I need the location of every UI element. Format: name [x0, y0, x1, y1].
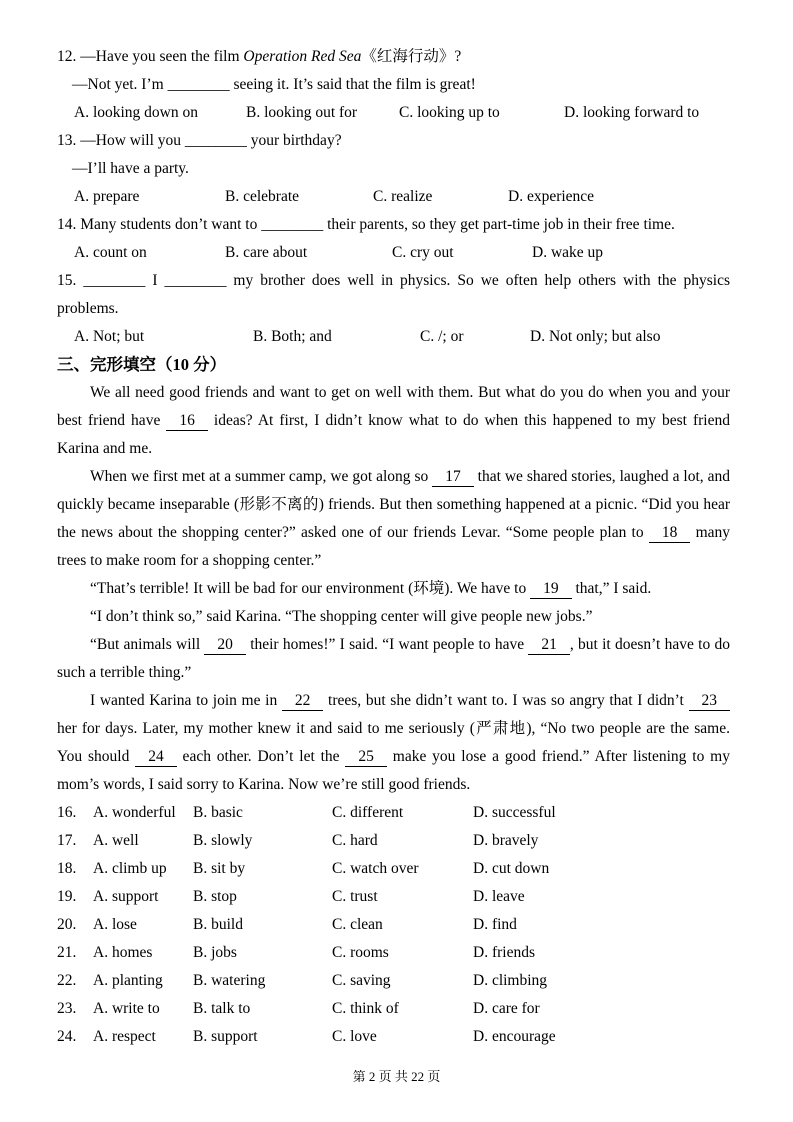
text-segment: , but it doesn’t have to do such a terrible thing.” [57, 636, 730, 681]
text-segment: trees, but she didn’t want to. I was so angry that I didn’t [323, 692, 689, 709]
text-segment: I wanted Karina to join me in [90, 692, 282, 709]
question-15-stem: 15. ________ I ________ my brother does well in physics. So we often help others with the physics problems. [57, 272, 730, 317]
text-segment: each other. Don’t let the [176, 748, 346, 765]
cloze-options-table [57, 799, 730, 1051]
option-c: C. trust [332, 888, 378, 905]
question-13-option-c: C. realize [373, 188, 433, 205]
question-13 [57, 127, 730, 211]
option-a: A. homes [93, 944, 153, 961]
option-b: B. stop [193, 888, 237, 905]
cloze-passage [57, 379, 730, 799]
question-12-options [57, 99, 730, 127]
cloze-blank-18: 18 [649, 523, 691, 543]
option-b: B. jobs [193, 944, 237, 961]
text-segment: ideas? At first, I didn’t know what to do when this happened to my best friend Karina and me. [57, 412, 730, 457]
option-a: A. write to [93, 1000, 160, 1017]
cloze-options-row-16 [57, 799, 730, 827]
option-number: 21. [57, 944, 77, 961]
question-14-options [57, 239, 730, 267]
option-c: C. love [332, 1028, 377, 1045]
cloze-paragraph-6 [57, 687, 730, 799]
option-d: D. encourage [473, 1028, 556, 1045]
question-13-option-d: D. experience [508, 188, 595, 205]
question-12-stem-text: 12. —Have you seen the film [57, 48, 244, 65]
option-d: D. cut down [473, 860, 550, 877]
question-15-option-b: B. Both; and [253, 328, 332, 345]
text-segment: make you lose a good friend.” After listening to my mom’s words, I said sorry to Karina. Now we’re still good friends. [57, 748, 730, 793]
option-b: B. sit by [193, 860, 246, 877]
question-12-option-a: A. looking down on [74, 104, 198, 121]
cloze-blank-23: 23 [689, 691, 731, 711]
question-15-option-d: D. Not only; but also [530, 328, 661, 345]
option-number: 19. [57, 888, 77, 905]
option-b: B. talk to [193, 1000, 251, 1017]
cloze-paragraph-1 [57, 379, 730, 463]
question-14 [57, 211, 730, 267]
cloze-options-row-20 [57, 911, 730, 939]
question-13-stem: 13. —How will you ________ your birthday? [57, 132, 342, 149]
option-c: C. rooms [332, 944, 389, 961]
cloze-options-row-22 [57, 967, 730, 995]
cloze-blank-17: 17 [432, 467, 474, 487]
question-15 [57, 267, 730, 351]
option-number: 18. [57, 860, 77, 877]
option-a: A. planting [93, 972, 163, 989]
option-d: D. friends [473, 944, 535, 961]
section-heading: 三、完形填空（10 分） [57, 355, 227, 374]
option-number: 17. [57, 832, 77, 849]
cloze-options-row-23 [57, 995, 730, 1023]
cloze-paragraph-4 [57, 603, 730, 631]
cloze-paragraph-2 [57, 463, 730, 575]
option-c: C. think of [332, 1000, 399, 1017]
text-segment: “I don’t think so,” said Karina. “The shopping center will give people new jobs.” [90, 608, 593, 625]
page-footer: 第 2 页 共 22 页 [352, 1069, 441, 1084]
cloze-blank-20: 20 [204, 635, 246, 655]
option-c: C. hard [332, 832, 378, 849]
cloze-blank-19: 19 [530, 579, 572, 599]
text-segment: that we shared stories, laughed a lot, and quickly became inseparable (形影不离的) friends. But then something happened at a picnic. “Did you hear the news about the shopping center?” asked one of our friends Levar. “Some people plan to [57, 468, 730, 541]
question-14-option-c: C. cry out [392, 244, 454, 261]
cloze-options-row-17 [57, 827, 730, 855]
question-12-option-d: D. looking forward to [564, 104, 700, 121]
cloze-blank-21: 21 [528, 635, 570, 655]
cloze-blank-16: 16 [166, 411, 208, 431]
option-b: B. slowly [193, 832, 253, 849]
option-b: B. basic [193, 804, 243, 821]
question-13-options [57, 183, 730, 211]
question-15-option-a: A. Not; but [74, 328, 145, 345]
question-14-option-d: D. wake up [532, 244, 604, 261]
option-d: D. care for [473, 1000, 540, 1017]
option-c: C. saving [332, 972, 391, 989]
option-a: A. well [93, 832, 139, 849]
cloze-blank-25: 25 [345, 747, 387, 767]
option-a: A. support [93, 888, 159, 905]
option-number: 24. [57, 1028, 77, 1045]
option-a: A. climb up [93, 860, 167, 877]
question-15-options [57, 323, 730, 351]
option-c: C. clean [332, 916, 383, 933]
question-12-reply: —Not yet. I’m ________ seeing it. It’s said that the film is great! [72, 76, 476, 93]
option-number: 23. [57, 1000, 77, 1017]
cloze-paragraph-5 [57, 631, 730, 687]
question-13-option-a: A. prepare [74, 188, 140, 205]
option-d: D. leave [473, 888, 525, 905]
question-12-option-c: C. looking up to [399, 104, 500, 121]
question-14-option-a: A. count on [74, 244, 147, 261]
text-segment: their homes!” I said. “I want people to have [245, 636, 529, 653]
cloze-options-row-19 [57, 883, 730, 911]
option-d: D. find [473, 916, 517, 933]
option-c: C. watch over [332, 860, 419, 877]
option-b: B. watering [193, 972, 266, 989]
option-number: 20. [57, 916, 77, 933]
text-segment: When we first met at a summer camp, we got along so [90, 468, 433, 485]
text-segment: her for days. Later, my mother knew it and said to me seriously (严肃地), “No two people are the same. You should [57, 720, 730, 765]
question-15-option-c: C. /; or [420, 328, 464, 345]
question-13-option-b: B. celebrate [225, 188, 300, 205]
question-14-option-b: B. care about [225, 244, 308, 261]
option-d: D. climbing [473, 972, 548, 989]
film-title: Operation Red Sea [243, 48, 362, 65]
cloze-paragraph-3 [57, 575, 730, 603]
option-d: D. successful [473, 804, 556, 821]
question-14-stem: 14. Many students don’t want to ________ their parents, so they get part-time job in their free time. [57, 216, 675, 233]
option-a: A. respect [93, 1028, 156, 1045]
text-segment: many trees to make room for a shopping center.” [57, 524, 731, 569]
option-d: D. bravely [473, 832, 539, 849]
text-segment: “But animals will [90, 636, 205, 653]
cloze-blank-24: 24 [135, 747, 177, 767]
option-number: 22. [57, 972, 77, 989]
cloze-options-row-21 [57, 939, 730, 967]
question-12-stem [57, 43, 730, 71]
option-number: 16. [57, 804, 77, 821]
option-a: A. lose [93, 916, 137, 933]
question-12 [57, 43, 730, 127]
text-segment: We all need good friends and want to get on well with them. But what do you do when you and your best friend have [57, 384, 730, 429]
cloze-blank-22: 22 [282, 691, 324, 711]
question-13-reply: —I’ll have a party. [72, 160, 189, 177]
option-c: C. different [332, 804, 404, 821]
text-segment: that,” I said. [571, 580, 652, 597]
cloze-options-row-18 [57, 855, 730, 883]
text-segment: “That’s terrible! It will be bad for our environment (环境). We have to [90, 580, 531, 597]
option-b: B. build [193, 916, 243, 933]
question-12-option-b: B. looking out for [246, 104, 358, 121]
option-a: A. wonderful [93, 804, 176, 821]
option-b: B. support [193, 1028, 258, 1045]
cloze-options-row-24 [57, 1023, 730, 1051]
question-12-stem-tail: 《红海行动》? [361, 48, 462, 65]
